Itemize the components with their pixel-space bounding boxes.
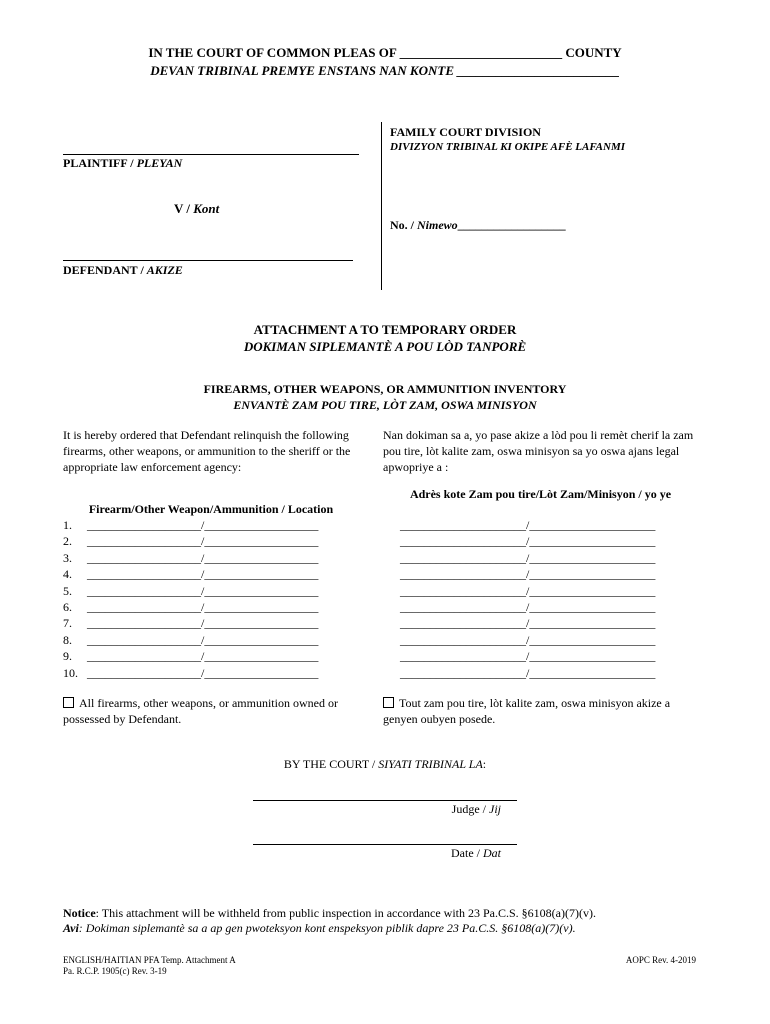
- defendant-label: DEFENDANT / AKIZE: [63, 263, 183, 277]
- rule-reference: Pa. R.C.P. 1905(c) Rev. 3-19: [63, 966, 167, 976]
- inventory-row-ht[interactable]: _____________________/_____________________: [400, 550, 656, 565]
- all-items-option-en: All firearms, other weapons, or ammunition owned or possessed by Defendant.: [63, 696, 338, 726]
- subtitle-en: FIREARMS, OTHER WEAPONS, OR AMMUNITION INVENTORY: [203, 382, 567, 396]
- all-items-checkbox-ht[interactable]: [383, 697, 394, 708]
- inventory-list-ht: [400, 517, 655, 681]
- inventory-row[interactable]: 6. ___________________/___________________: [63, 599, 319, 614]
- inventory-row[interactable]: 7. ___________________/___________________: [63, 616, 319, 631]
- inventory-row[interactable]: 10. ___________________/___________________: [63, 665, 319, 680]
- inventory-row-ht[interactable]: _____________________/_____________________: [400, 649, 656, 664]
- order-text-ht: Nan dokiman sa a, yo pase akize a lòd pou li remèt cherif la zam pou tire, lòt kalite zam, oswa minisyon sa yo oswa ajans legal apwopriye a :: [383, 428, 694, 474]
- inventory-row-ht[interactable]: _____________________/_____________________: [400, 599, 656, 614]
- date-label: Date / Dat: [451, 846, 501, 860]
- title-en: ATTACHMENT A TO TEMPORARY ORDER: [253, 322, 517, 337]
- case-number: No. / Nimewo__________________: [390, 218, 566, 232]
- subtitle-ht: ENVANTÈ ZAM POU TIRE, LÒT ZAM, OSWA MINISYON: [233, 398, 537, 412]
- division-label-ht: DIVIZYON TRIBINAL KI OKIPE AFÈ LAFANMI: [390, 141, 626, 153]
- order-text-en: It is hereby ordered that Defendant relinquish the following firearms, other weapons, or ammunition to the sheriff or the appropriate law enforcement agency:: [63, 428, 351, 474]
- inventory-row-ht[interactable]: _____________________/_____________________: [400, 665, 656, 680]
- inventory-row[interactable]: 8. ___________________/___________________: [63, 632, 319, 647]
- county-blank-en[interactable]: _________________________: [399, 45, 563, 60]
- inventory-row[interactable]: 9. ___________________/___________________: [63, 649, 319, 664]
- judge-signature-line[interactable]: [253, 790, 517, 801]
- inventory-row[interactable]: 4. ___________________/___________________: [63, 567, 319, 582]
- county-blank-ht[interactable]: _________________________: [457, 63, 620, 78]
- notice-ht: Avi: Dokiman siplemantè sa a ap gen pwoteksyon kont enspeksyon piblik dapre 23 Pa.C.S. §6108(a)(7)(v).: [63, 921, 576, 935]
- inventory-row[interactable]: 1. ___________________/___________________: [63, 518, 319, 532]
- footer-left: [63, 955, 236, 977]
- case-number-field[interactable]: __________________: [457, 218, 566, 232]
- all-items-checkbox-en[interactable]: [63, 697, 74, 708]
- notice-en: Notice: This attachment will be withheld from public inspection in accordance with 23 Pa.C.S. §6108(a)(7)(v).: [63, 906, 596, 920]
- title-ht: DOKIMAN SIPLEMANTÈ A POU LÒD TANPORÈ: [243, 339, 527, 354]
- caption-divider: [381, 122, 382, 290]
- inventory-row-ht[interactable]: _____________________/_____________________: [400, 534, 656, 549]
- inventory-row-ht[interactable]: _____________________/_____________________: [400, 632, 656, 647]
- court-header-ht: [0, 63, 770, 79]
- plaintiff-signature-line[interactable]: [63, 142, 359, 155]
- inventory-heading-ht: Adrès kote Zam pou tire/Lòt Zam/Minisyon / yo ye: [409, 487, 672, 501]
- inventory-row[interactable]: 2. ___________________/___________________: [63, 534, 319, 549]
- date-signature-line[interactable]: [253, 834, 517, 845]
- inventory-list-en: [63, 517, 318, 681]
- inventory-row-ht[interactable]: _____________________/_____________________: [400, 616, 656, 631]
- revision-label: AOPC Rev. 4-2019: [625, 955, 696, 965]
- inventory-heading-en: Firearm/Other Weapon/Ammunition / Location: [88, 502, 334, 516]
- plaintiff-label: PLAINTIFF / PLEYAN: [63, 156, 183, 170]
- form-name: ENGLISH/HAITIAN PFA Temp. Attachment A: [63, 955, 236, 965]
- inventory-row-ht[interactable]: _____________________/_____________________: [400, 583, 656, 598]
- versus-label: V / Kont: [174, 201, 220, 216]
- court-header-en: [0, 45, 770, 61]
- inventory-row[interactable]: 5. ___________________/___________________: [63, 583, 319, 598]
- inventory-row-ht[interactable]: _____________________/_____________________: [400, 518, 656, 532]
- judge-label: Judge / Jij: [451, 802, 501, 816]
- court-name-ht: DEVAN TRIBINAL PREMYE ENSTANS NAN KONTE: [150, 63, 454, 78]
- inventory-row-ht[interactable]: _____________________/_____________________: [400, 567, 656, 582]
- inventory-row[interactable]: 3. ___________________/___________________: [63, 550, 319, 565]
- county-label-en: COUNTY: [565, 45, 622, 60]
- defendant-signature-line[interactable]: [63, 248, 353, 261]
- all-items-option-ht: Tout zam pou tire, lòt kalite zam, oswa minisyon akize a genyen oubyen posede.: [383, 696, 671, 726]
- court-name-en: IN THE COURT OF COMMON PLEAS OF: [148, 45, 397, 60]
- by-the-court: BY THE COURT / SIYATI TRIBINAL LA:: [283, 757, 487, 771]
- division-label-en: FAMILY COURT DIVISION: [390, 125, 541, 139]
